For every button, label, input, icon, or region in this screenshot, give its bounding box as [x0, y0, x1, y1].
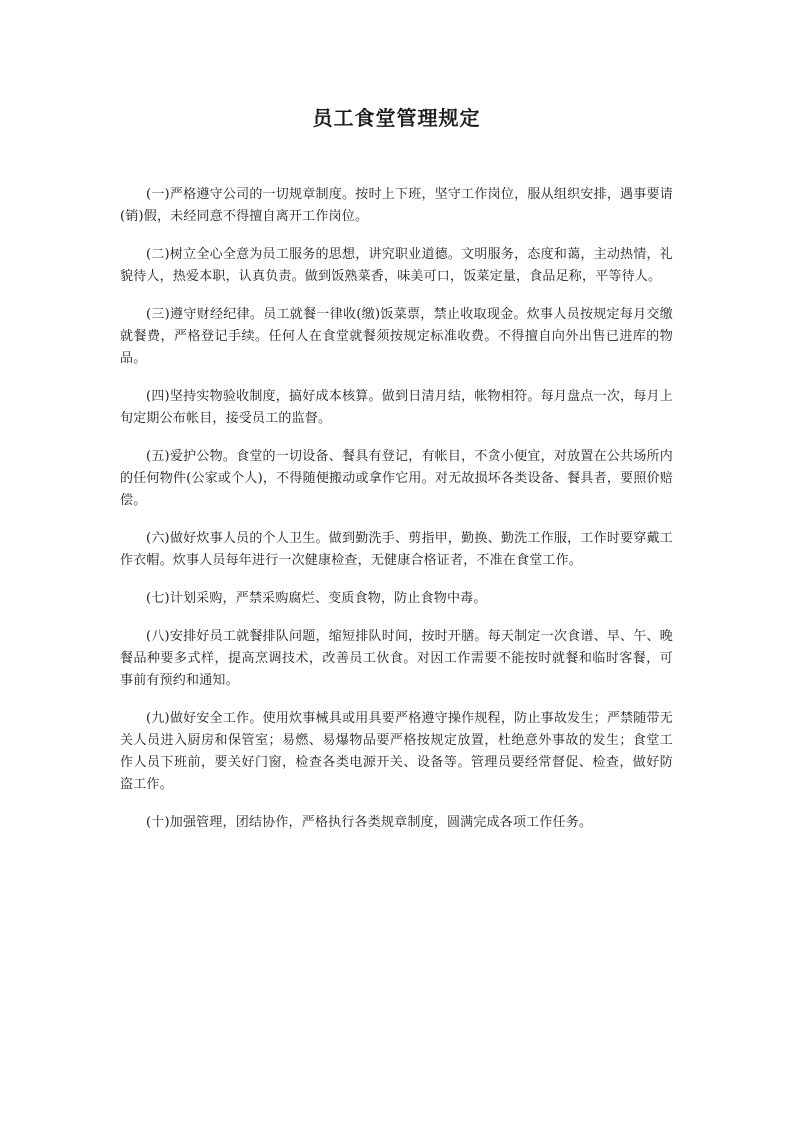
clause-8: (八)安排好员工就餐排队问题，缩短排队时间，按时开膳。每天制定一次食谱、早、午、晚餐品种要多式样，提高烹调技术，改善员工伙食。对因工作需要不能按时就餐和临时客餐，可事前有预约和通知。 — [120, 629, 673, 688]
clause-4: (四)坚持实物验收制度，搞好成本核算。做到日清月结，帐物相符。每月盘点一次，每月上旬定期公布帐目，接受员工的监督。 — [120, 389, 673, 426]
clause-2: (二)树立全心全意为员工服务的思想，讲究职业道德。文明服务，态度和蔼，主动热情，礼貌待人，热爱本职，认真负责。做到饭熟菜香，味美可口，饭菜定量，食品足称，平等待人。 — [120, 247, 673, 284]
clause-7: (七)计划采购，严禁采购腐烂、变质食物，防止食物中毒。 — [146, 591, 487, 606]
clause-5: (五)爱护公物。食堂的一切设备、餐具有登记，有帐目，不贪小便宜，对放置在公共场所内的任何物件(公家或个人)，不得随便搬动或拿作它用。对无故损坏各类设备、餐具者，要照价赔偿。 — [120, 449, 673, 508]
clause-3: (三)遵守财经纪律。员工就餐一律收(缴)饭菜票，禁止收取现金。炊事人员按规定每月交缴就餐费，严格登记手续。任何人在食堂就餐须按规定标准收费。不得擅自向外出售已进库的物品。 — [120, 307, 673, 366]
clause-9: (九)做好安全工作。使用炊事械具或用具要严格遵守操作规程，防止事故发生；严禁随带无关人员进入厨房和保管室；易燃、易爆物品要严格按规定放置，杜绝意外事故的发生；食堂工作人员下班前，要关好门窗，检查各类电源开关、设备等。管理员要经常督促、检查，做好防盗工作。 — [120, 711, 673, 792]
clause-1: (一)严格遵守公司的一切规章制度。按时上下班，坚守工作岗位，服从组织安排，遇事要请(销)假，未经同意不得擅自离开工作岗位。 — [120, 187, 673, 224]
document-title: 员工食堂管理规定 — [312, 106, 481, 130]
clause-6: (六)做好炊事人员的个人卫生。做到勤洗手、剪指甲，勤换、勤洗工作服，工作时要穿戴工作衣帽。炊事人员每年进行一次健康检查，无健康合格证者，不准在食堂工作。 — [120, 531, 673, 568]
clause-10: (十)加强管理，团结协作，严格执行各类规章制度，圆满完成各项工作任务。 — [146, 815, 593, 830]
